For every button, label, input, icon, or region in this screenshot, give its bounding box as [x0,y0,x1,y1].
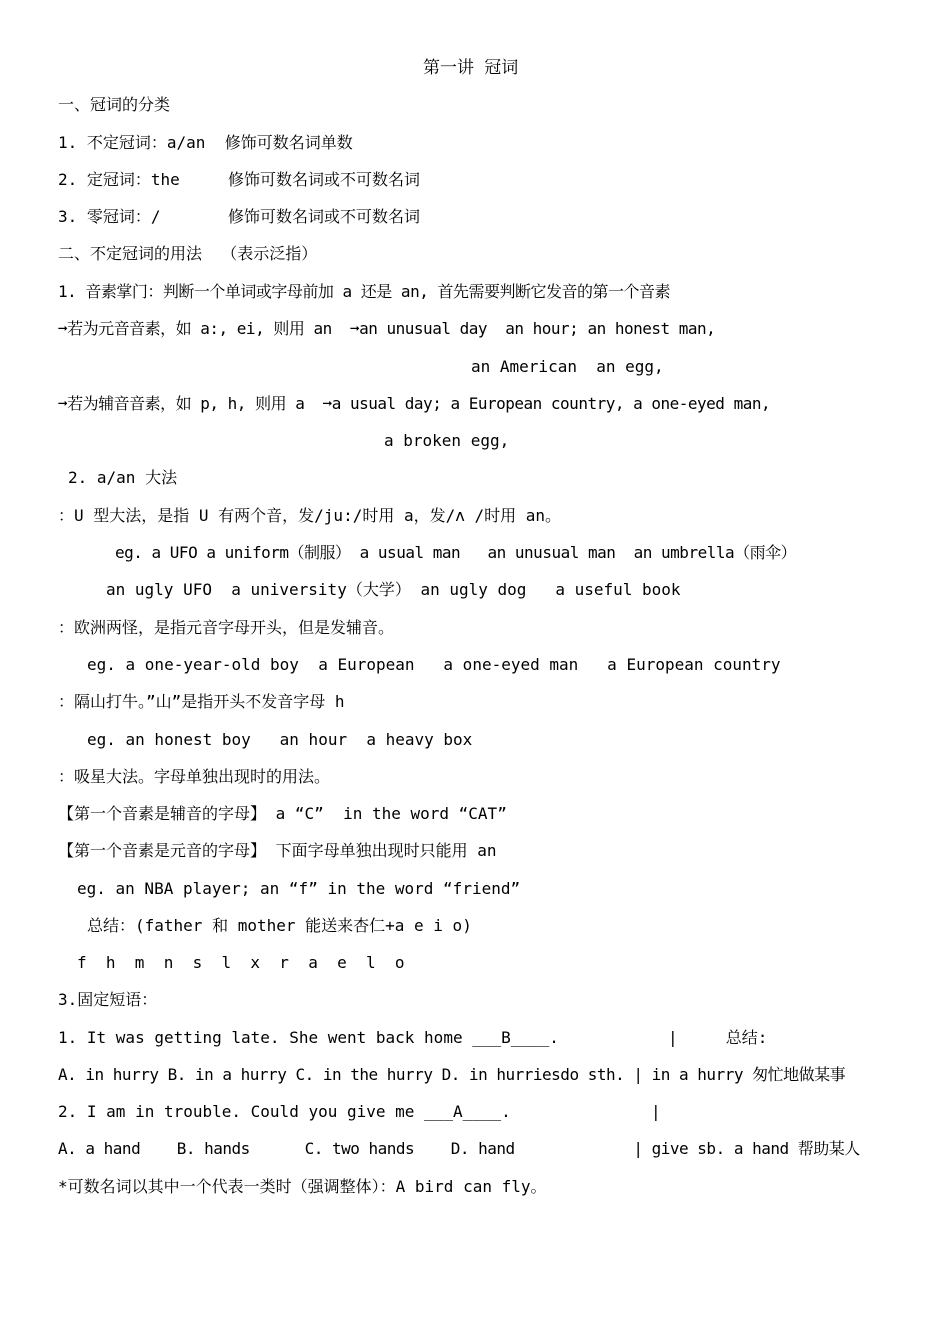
text-line: ➞若为辅音音素，如 p, h, 则用 a ➞a usual day; a European country, a one-eyed man, [58,394,771,413]
text-line: a broken egg, [384,431,510,450]
summary-line: 总结：(father 和 mother 能送来杏仁+a e i o) [87,916,472,935]
column-divider: | [651,1102,661,1121]
text-line: 【第一个音素是元音的字母】 下面字母单独出现时只能用 an [58,841,497,860]
letter-list: f h m n s l x r a e l o [77,953,405,972]
example-line: eg. a one-year-old boy a European a one-eyed man a European country [87,655,781,674]
example-line: eg. an honest boy an hour a heavy box [87,730,473,749]
exercise-options: A. in hurry B. in a hurry C. in the hurry D. in hurriesdo sth. | in a hurry 匆忙地做某事 [58,1065,846,1084]
example-line: an ugly UFO a university（大学） an ugly dog a useful book [106,580,681,599]
text-line: 2. 定冠词：the 修饰可数名词或不可数名词 [58,170,420,189]
example-line: eg. an NBA player; an “f” in the word “friend” [77,879,521,898]
section-heading: 一、冠词的分类 [58,95,171,114]
text-line: an American an egg, [471,357,664,376]
exercise-question: 2. I am in trouble. Could you give me ___A____. [58,1102,511,1121]
text-line: 1. 不定冠词：a/an 修饰可数名词单数 [58,133,353,152]
text-line: ：欧洲两怪，是指元音字母开头，但是发辅音。 [58,618,395,637]
text-line: 【第一个音素是辅音的字母】 a “C” in the word “CAT” [58,804,507,823]
section-heading: 3.固定短语： [58,990,158,1009]
exercise-options: A. a hand B. hands C. two hands D. hand | give sb. a hand 帮助某人 [58,1139,860,1158]
summary-label: | 总结: [668,1028,768,1047]
text-line: ：U 型大法，是指 U 有两个音，发/ju:/时用 a，发/ʌ /时用 an。 [58,506,562,525]
text-line: ➞若为元音音素，如 a:, ei, 则用 an ➞an unusual day an hour; an honest man, [58,319,716,338]
text-line: *可数名词以其中一个代表一类时（强调整体）：A bird can fly。 [58,1177,547,1196]
text-line: ：吸星大法。字母单独出现时的用法。 [58,767,331,786]
document-title: 第一讲 冠词 [423,58,519,78]
example-line: eg. a UFO a uniform（制服） a usual man an unusual man an umbrella（雨伞） [115,543,797,562]
exercise-question: 1. It was getting late. She went back home ___B____. [58,1028,559,1047]
text-line: 3. 零冠词：/ 修饰可数名词或不可数名词 [58,207,420,226]
text-line: 1. 音素掌门：判断一个单词或字母前加 a 还是 an, 首先需要判断它发音的第一个音素 [58,282,670,301]
section-heading: 二、不定冠词的用法 （表示泛指） [58,244,318,263]
text-line: ：隔山打牛。”山”是指开头不发音字母 h [58,692,345,711]
text-line: 2. a/an 大法 [68,468,178,487]
